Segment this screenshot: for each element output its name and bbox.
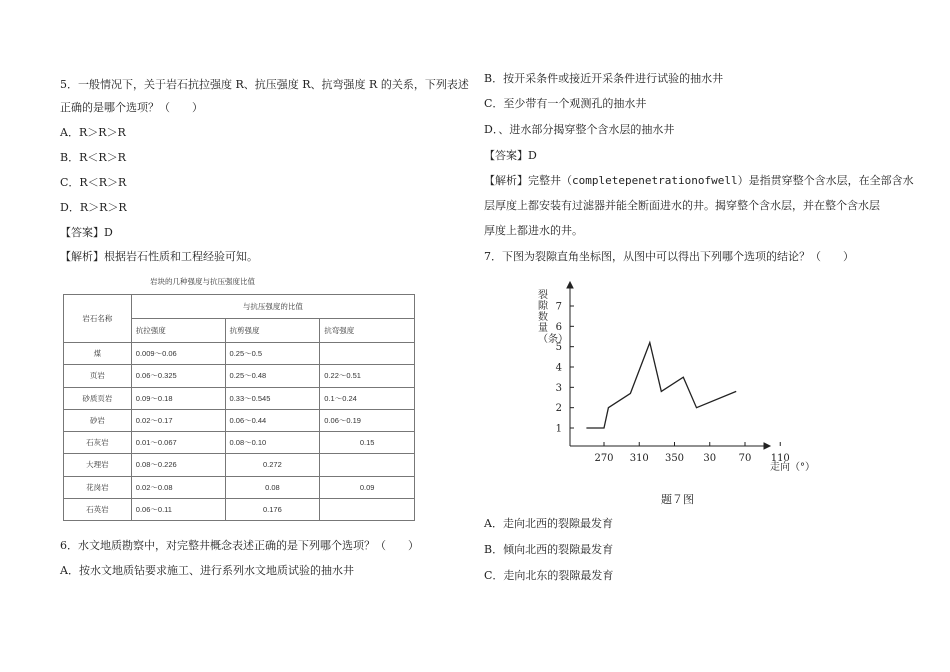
q7-stem: 7．下图为裂隙直角坐标图，从图中可以得出下列哪个选项的结论？（ ） xyxy=(484,250,854,263)
y-tick-label: 7 xyxy=(555,301,562,313)
q6-option-a: A．按水文地质钻要求施工、进行系列水文地质试验的抽水井 xyxy=(60,564,354,577)
table-head-name: 岩石名称 xyxy=(64,295,132,343)
table-cell: 0.1～0.24 xyxy=(320,387,415,409)
x-axis-arrow xyxy=(764,443,770,449)
y-axis-arrow xyxy=(567,282,573,288)
table-cell: 0.02～0.08 xyxy=(131,476,225,498)
table-cell: 0.09～0.18 xyxy=(131,387,225,409)
q5-stem-line1: 5．一般情况下，关于岩石抗拉强度 R、抗压强度 R、抗弯强度 R 的关系，下列表述 xyxy=(60,78,469,91)
table-cell: 0.09 xyxy=(320,476,415,498)
table-cell: 石英岩 xyxy=(64,498,132,520)
table-cell: 煤 xyxy=(64,343,132,365)
table-cell: 花岗岩 xyxy=(64,476,132,498)
table-cell: 砂岩 xyxy=(64,409,132,431)
y-axis-label: 裂隙数量（条） xyxy=(538,290,568,345)
table-cell: 0.08～0.10 xyxy=(225,432,320,454)
table-cell: 0.01～0.067 xyxy=(131,432,225,454)
table-cell: 0.06～0.11 xyxy=(131,498,225,520)
q6-option-c: C．至少带有一个观测孔的抽水井 xyxy=(484,97,647,110)
x-tick-label: 30 xyxy=(703,453,717,464)
y-tick-label: 5 xyxy=(555,342,562,354)
table-cell: 0.272 xyxy=(225,454,320,476)
table-cell: 石灰岩 xyxy=(64,432,132,454)
q5-option-d: D．R＞R＞R xyxy=(60,201,127,214)
q6-option-b: B．按开采条件或接近开采条件进行试验的抽水井 xyxy=(484,72,724,85)
table-cell: 0.15 xyxy=(320,432,415,454)
q5-analysis: 【解析】根据岩石性质和工程经验可知。 xyxy=(60,250,258,263)
fracture-line-series xyxy=(586,343,736,428)
q5-stem-line2: 正确的是哪个选项？（ ） xyxy=(60,101,203,114)
y-tick-label: 2 xyxy=(555,403,562,415)
table-cell: 0.08 xyxy=(225,476,320,498)
q6-answer: 【答案】D xyxy=(484,149,537,162)
q6-analysis-term: completepenetrationofwell xyxy=(572,174,738,187)
x-tick-label: 310 xyxy=(629,453,649,464)
q7-option-b: B．倾向北西的裂隙最发育 xyxy=(484,543,614,556)
q5-option-a: A．R＞R＞R xyxy=(60,126,126,139)
table-cell: 0.176 xyxy=(225,498,320,520)
table-cell: 0.06～0.19 xyxy=(320,409,415,431)
table-cell: 大理岩 xyxy=(64,454,132,476)
table-cell: 0.06～0.325 xyxy=(131,365,225,387)
q6-option-d: D．、进水部分揭穿整个含水层的抽水井 xyxy=(484,123,675,136)
q6-analysis-rest: ）是指贯穿整个含水层，在全部含水 xyxy=(737,174,914,187)
y-tick-label: 1 xyxy=(555,423,562,435)
table-cell: 页岩 xyxy=(64,365,132,387)
figure-caption: 题７图 xyxy=(661,493,694,506)
table-head-group: 与抗压强度的比值 xyxy=(131,295,414,319)
q6-analysis-line3: 厚度上都进水的井。 xyxy=(484,224,583,237)
y-tick-label: 4 xyxy=(555,362,562,374)
table-head-col: 抗弯强度 xyxy=(320,319,415,343)
y-tick-label: 6 xyxy=(555,321,562,333)
q5-option-b: B．R＜R＞R xyxy=(60,151,126,164)
q6-analysis-label: 【解析】完整井（ xyxy=(484,174,572,187)
table-cell: 0.33～0.545 xyxy=(225,387,320,409)
table-cell: 0.08～0.226 xyxy=(131,454,225,476)
table-cell: 0.02～0.17 xyxy=(131,409,225,431)
table-cell: 砂质页岩 xyxy=(64,387,132,409)
table-cell: 0.25～0.5 xyxy=(225,343,320,365)
table-head-col: 抗剪强度 xyxy=(225,319,320,343)
q7-option-a: A．走向北西的裂隙最发育 xyxy=(484,517,613,530)
q5-option-c: C．R＜R＞R xyxy=(60,176,127,189)
q6-analysis-line2: 层厚度上都安装有过滤器并能全断面进水的井。揭穿整个含水层，并在整个含水层 xyxy=(484,199,880,212)
table-cell: 0.22～0.51 xyxy=(320,365,415,387)
q5-answer: 【答案】D xyxy=(60,226,113,239)
table-head-col: 抗拉强度 xyxy=(131,319,225,343)
table-caption: 岩块的几种强度与抗压强度比值 xyxy=(150,277,255,286)
x-tick-label: 270 xyxy=(594,453,614,464)
y-tick-label: 3 xyxy=(555,382,562,394)
x-tick-label: 110 xyxy=(770,453,790,464)
x-tick-label: 350 xyxy=(664,453,685,464)
q6-stem: 6．水文地质勘察中，对完整井概念表述正确的是下列哪个选项？（ ） xyxy=(60,539,419,552)
x-axis-label: 走向（°） xyxy=(770,462,815,473)
table-cell: 0.009～0.06 xyxy=(131,343,225,365)
table-cell: 0.25～0.48 xyxy=(225,365,320,387)
q7-option-c: C．走向北东的裂隙最发育 xyxy=(484,569,614,582)
table-cell: 0.06～0.44 xyxy=(225,409,320,431)
x-tick-label: 70 xyxy=(738,453,752,464)
